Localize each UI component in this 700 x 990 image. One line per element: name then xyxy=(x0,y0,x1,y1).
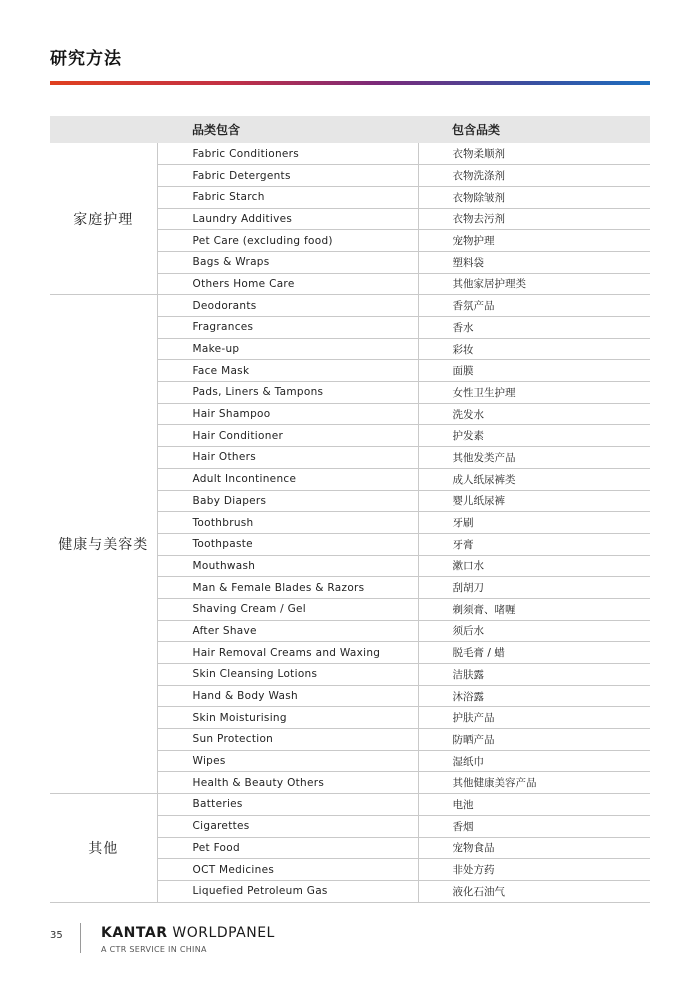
group-label: 其他 xyxy=(50,794,157,902)
category-cn: 婴儿纸尿裤 xyxy=(418,490,650,512)
category-cn: 牙膏 xyxy=(418,533,650,555)
category-en: Mouthwash xyxy=(157,555,418,577)
category-cn: 其他家居护理类 xyxy=(418,273,650,295)
category-en: Pet Care (excluding food) xyxy=(157,230,418,252)
category-cn: 脱毛膏 / 蜡 xyxy=(418,642,650,664)
category-cn: 塑料袋 xyxy=(418,251,650,273)
category-en: Wipes xyxy=(157,750,418,772)
category-en: Toothpaste xyxy=(157,533,418,555)
category-cn: 漱口水 xyxy=(418,555,650,577)
header-category-cn: 包含品类 xyxy=(452,123,501,137)
brand-subtitle: A CTR SERVICE IN CHINA xyxy=(101,945,207,954)
table-row xyxy=(50,794,650,816)
category-cn: 非处方药 xyxy=(418,859,650,881)
category-en: Sun Protection xyxy=(157,729,418,751)
table-row xyxy=(50,295,650,317)
category-cn: 洁肤露 xyxy=(418,664,650,686)
page-title: 研究方法 xyxy=(50,49,122,69)
category-cn: 护肤产品 xyxy=(418,707,650,729)
title-gradient-bar xyxy=(50,81,650,85)
category-en: Laundry Additives xyxy=(157,208,418,230)
category-cn: 宠物食品 xyxy=(418,837,650,859)
category-en: Fragrances xyxy=(157,317,418,339)
category-en: Adult Incontinence xyxy=(157,468,418,490)
table-row xyxy=(50,143,650,165)
category-en: Toothbrush xyxy=(157,512,418,534)
category-cn: 香水 xyxy=(418,317,650,339)
category-cn: 女性卫生护理 xyxy=(418,382,650,404)
category-cn: 须后水 xyxy=(418,620,650,642)
page-number: 35 xyxy=(50,930,63,941)
category-en: Hair Conditioner xyxy=(157,425,418,447)
table-body xyxy=(50,143,650,902)
category-en: Cigarettes xyxy=(157,815,418,837)
category-en: Liquefied Petroleum Gas xyxy=(157,880,418,902)
category-en: Shaving Cream / Gel xyxy=(157,598,418,620)
category-cn: 防晒产品 xyxy=(418,729,650,751)
category-en: Man & Female Blades & Razors xyxy=(157,577,418,599)
category-en: Batteries xyxy=(157,794,418,816)
category-cn: 衣物除皱剂 xyxy=(418,186,650,208)
category-cn: 香烟 xyxy=(418,815,650,837)
category-cn: 香氛产品 xyxy=(418,295,650,317)
category-en: Make-up xyxy=(157,338,418,360)
category-cn: 其他发类产品 xyxy=(418,447,650,469)
category-cn: 刮胡刀 xyxy=(418,577,650,599)
category-cn: 电池 xyxy=(418,794,650,816)
category-en: Fabric Detergents xyxy=(157,165,418,187)
category-en: Fabric Conditioners xyxy=(157,143,418,165)
category-en: Skin Moisturising xyxy=(157,707,418,729)
category-cn: 液化石油气 xyxy=(418,880,650,902)
category-en: Skin Cleansing Lotions xyxy=(157,664,418,686)
category-cn: 其他健康美容产品 xyxy=(418,772,650,794)
category-cn: 沐浴露 xyxy=(418,685,650,707)
category-cn: 衣物洗涤剂 xyxy=(418,165,650,187)
category-cn: 衣物柔顺剂 xyxy=(418,143,650,165)
category-en: After Shave xyxy=(157,620,418,642)
category-en: Face Mask xyxy=(157,360,418,382)
category-en: Hair Others xyxy=(157,447,418,469)
brand-logo xyxy=(101,925,275,941)
category-cn: 面膜 xyxy=(418,360,650,382)
category-cn: 洗发水 xyxy=(418,403,650,425)
header-category-en: 品类包含 xyxy=(192,123,241,137)
category-en: Bags & Wraps xyxy=(157,251,418,273)
category-en: Health & Beauty Others xyxy=(157,772,418,794)
category-en: Pads, Liners & Tampons xyxy=(157,382,418,404)
category-cn: 衣物去污剂 xyxy=(418,208,650,230)
category-en: Hair Removal Creams and Waxing xyxy=(157,642,418,664)
category-en: Hand & Body Wash xyxy=(157,685,418,707)
category-en: Pet Food xyxy=(157,837,418,859)
category-en: Others Home Care xyxy=(157,273,418,295)
category-cn: 牙刷 xyxy=(418,512,650,534)
table-header-row xyxy=(50,116,650,143)
category-en: OCT Medicines xyxy=(157,859,418,881)
category-en: Fabric Starch xyxy=(157,186,418,208)
category-table xyxy=(50,116,650,903)
category-cn: 宠物护理 xyxy=(418,230,650,252)
group-label: 家庭护理 xyxy=(50,143,157,295)
category-cn: 湿纸巾 xyxy=(418,750,650,772)
footer-divider xyxy=(80,923,81,953)
category-en: Baby Diapers xyxy=(157,490,418,512)
category-cn: 彩妆 xyxy=(418,338,650,360)
category-cn: 成人纸尿裤类 xyxy=(418,468,650,490)
brand-rest: WORLDPANEL xyxy=(167,925,275,941)
category-en: Hair Shampoo xyxy=(157,403,418,425)
category-cn: 剃须膏、啫喱 xyxy=(418,598,650,620)
header-group-cell xyxy=(50,116,157,143)
category-cn: 护发素 xyxy=(418,425,650,447)
group-label: 健康与美容类 xyxy=(50,295,157,794)
category-en: Deodorants xyxy=(157,295,418,317)
brand-bold: KANTAR xyxy=(101,925,168,941)
